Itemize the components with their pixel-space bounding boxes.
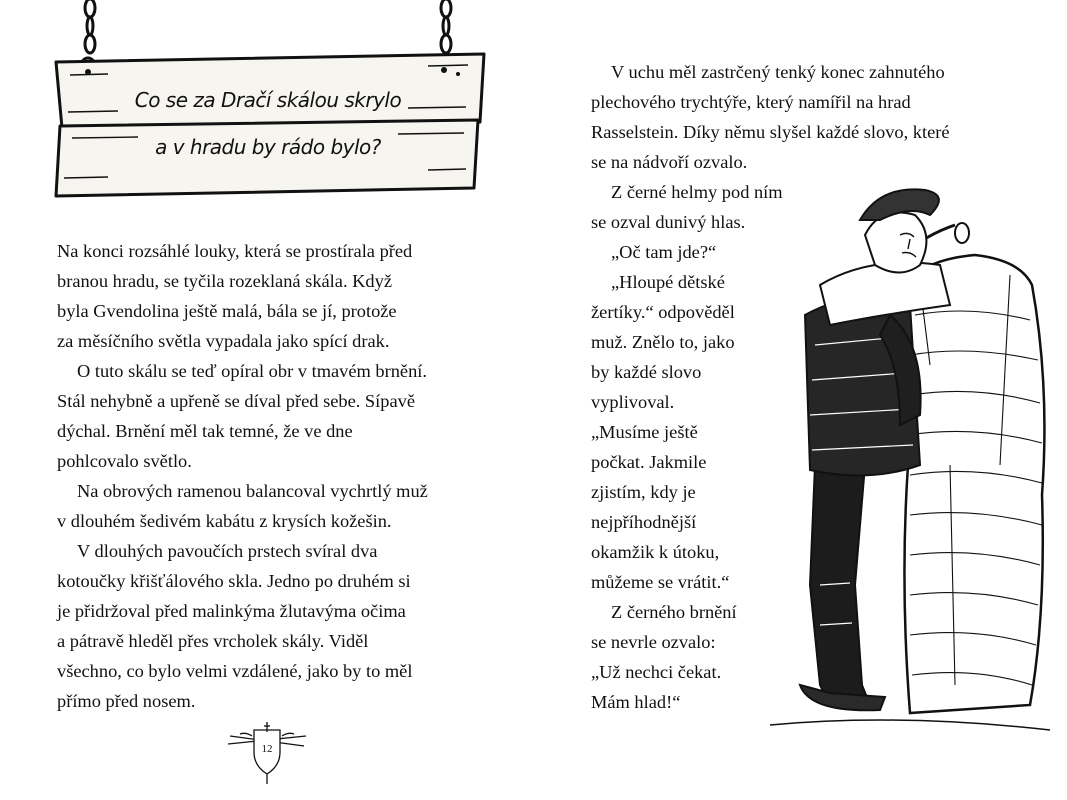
left-body-text <box>57 236 497 716</box>
chapter-title-line-1: Co se za Dračí skálou skrylo <box>134 88 402 112</box>
text-line: nejpříhodnější <box>591 512 697 532</box>
text-line: O tuto skálu se teď opíral obr v tmavém brnění. <box>77 361 427 381</box>
chapter-title-sign <box>48 0 488 215</box>
giant-and-rock-drawing-icon <box>750 165 1060 765</box>
chapter-title-line-2: a v hradu by rádo bylo? <box>155 135 381 159</box>
text-line: „Musíme ještě <box>591 422 698 442</box>
text-line: V dlouhých pavoučích prstech svíral dva <box>77 541 378 561</box>
text-line: přímo před nosem. <box>57 691 196 711</box>
text-line: Z černé helmy pod ním <box>611 182 783 202</box>
text-line: okamžik k útoku, <box>591 542 720 562</box>
text-line: Mám hlad!“ <box>591 692 681 712</box>
text-line: Na obrových ramenou balancoval vychrtlý muž <box>77 481 428 501</box>
text-line: muž. Znělo to, jako <box>591 332 735 352</box>
text-line: by každé slovo <box>591 362 702 382</box>
text-line: branou hradu, se tyčila rozeklaná skála. Když <box>57 271 392 291</box>
armored-giant-illustration <box>750 165 1060 765</box>
text-line: počkat. Jakmile <box>591 452 707 472</box>
text-line: se na nádvoří ozvalo. <box>591 152 748 172</box>
text-line: můžeme se vrátit.“ <box>591 572 730 592</box>
text-line: Rasselstein. Díky němu slyšel každé slovo, které <box>591 122 950 142</box>
text-line: za měsíčního světla vypadala jako spící drak. <box>57 331 390 351</box>
text-line: se ozval dunivý hlas. <box>591 212 746 232</box>
page-number: 12 <box>261 743 273 755</box>
text-line: V uchu měl zastrčený tenký konec zahnutého <box>611 62 945 82</box>
text-line: byla Gvendolina ještě malá, bála se jí, protože <box>57 301 397 321</box>
text-line: žertíky.“ odpověděl <box>591 302 735 322</box>
text-line: plechového trychtýře, který namířil na hrad <box>591 92 911 112</box>
text-line: se nevrle ozvalo: <box>591 632 716 652</box>
text-line: „Hloupé dětské <box>611 272 725 292</box>
text-line: „Už nechci čekat. <box>591 662 722 682</box>
text-line: Z černého brnění <box>611 602 737 622</box>
text-line: vyplivoval. <box>591 392 675 412</box>
text-line: je přidržoval před malinkýma žlutavýma očima <box>57 601 406 621</box>
text-line: a pátravě hleděl přes vrcholek skály. Viděl <box>57 631 369 651</box>
text-line: Na konci rozsáhlé louky, která se prostírala před <box>57 241 413 261</box>
text-line: „Oč tam jde?“ <box>611 242 717 262</box>
text-line: v dlouhém šedivém kabátu z krysích kožešin. <box>57 511 392 531</box>
text-line: kotoučky křišťálového skla. Jedno po druhém si <box>57 571 411 591</box>
text-line: všechno, co bylo velmi vzdálené, jako by to měl <box>57 661 413 681</box>
text-line: pohlcovalo světlo. <box>57 451 192 471</box>
page-number-emblem <box>224 722 310 786</box>
text-line: Stál nehybně a upřeně se díval před sebe. Sípavě <box>57 391 415 411</box>
text-line: dýchal. Brnění měl tak temné, že ve dne <box>57 421 353 441</box>
text-line: zjistím, kdy je <box>591 482 696 502</box>
